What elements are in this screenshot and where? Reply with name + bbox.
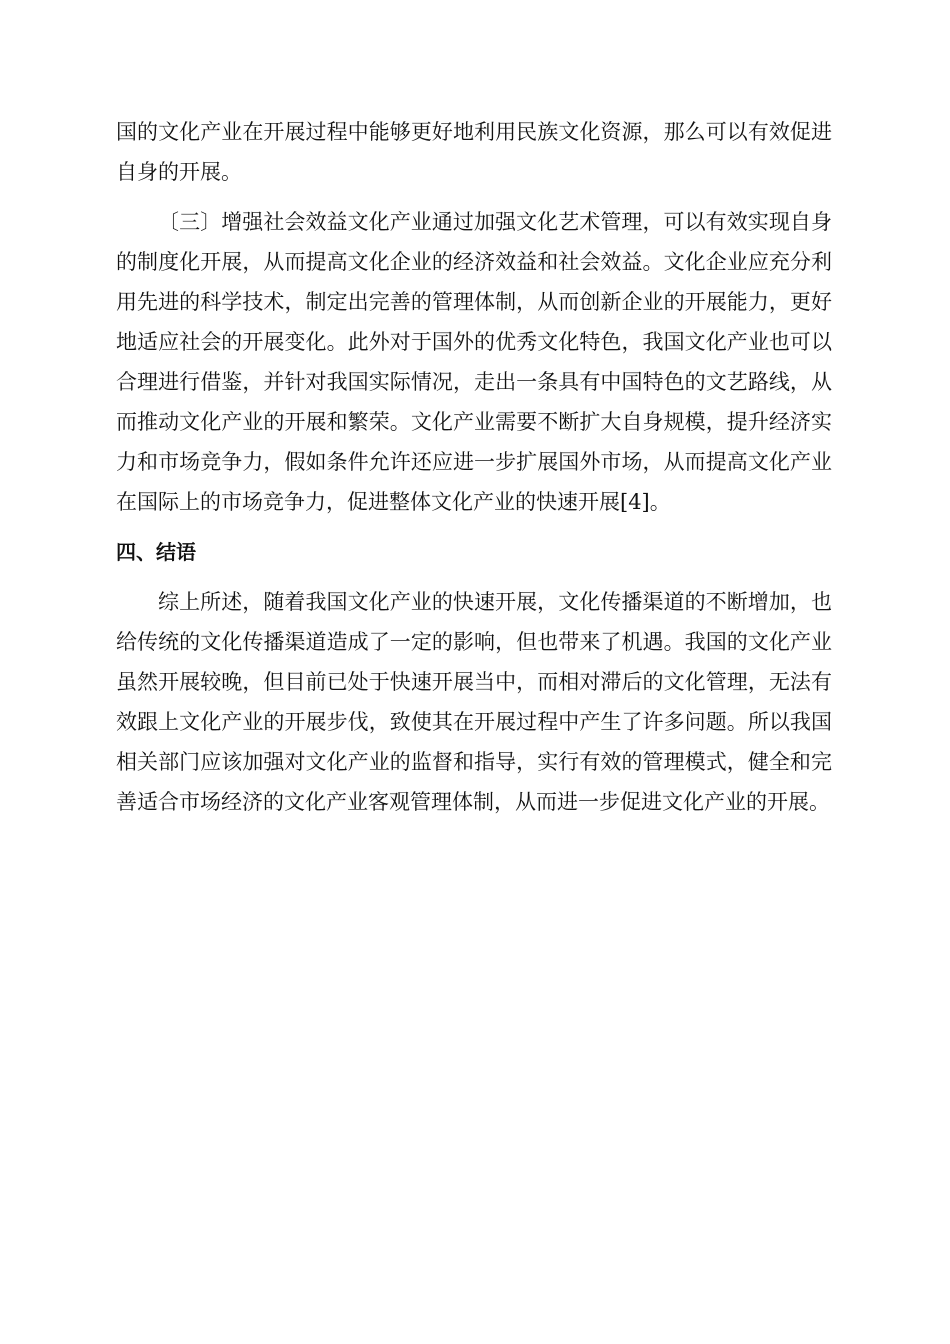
document-page <box>116 112 832 822</box>
paragraph-social-benefit: 〔三〕增强社会效益文化产业通过加强文化艺术管理，可以有效实现自身的制度化开展，从而提高文化企业的经济效益和社会效益。文化企业应充分利用先进的科学技术，制定出完善的管理体制，从而创新企业的开展能力，更好地适应社会的开展变化。此外对于国外的优秀文化特色，我国文化产业也可以合理进行借鉴，并针对我国实际情况，走出一条具有中国特色的文艺路线，从而推动文化产业的开展和繁荣。文化产业需要不断扩大自身规模，提升经济实力和市场竞争力，假如条件允许还应进一步扩展国外市场，从而提高文化产业在国际上的市场竞争力，促进整体文化产业的快速开展[4]。 <box>116 210 832 514</box>
paragraph-gap <box>116 572 832 582</box>
paragraph-continuation: 国的文化产业在开展过程中能够更好地利用民族文化资源，那么可以有效促进自身的开展。 <box>116 120 832 184</box>
paragraph-gap <box>116 522 832 532</box>
section-heading-conclusion: 四、结语 <box>116 540 196 564</box>
paragraph-conclusion: 综上所述，随着我国文化产业的快速开展，文化传播渠道的不断增加，也给传统的文化传播渠道造成了一定的影响，但也带来了机遇。我国的文化产业虽然开展较晚，但目前已处于快速开展当中，而相对滞后的文化管理，无法有效跟上文化产业的开展步伐，致使其在开展过程中产生了许多问题。所以我国相关部门应该加强对文化产业的监督和指导，实行有效的管理模式，健全和完善适合市场经济的文化产业客观管理体制，从而进一步促进文化产业的开展。 <box>116 590 832 814</box>
paragraph-gap <box>116 192 832 202</box>
